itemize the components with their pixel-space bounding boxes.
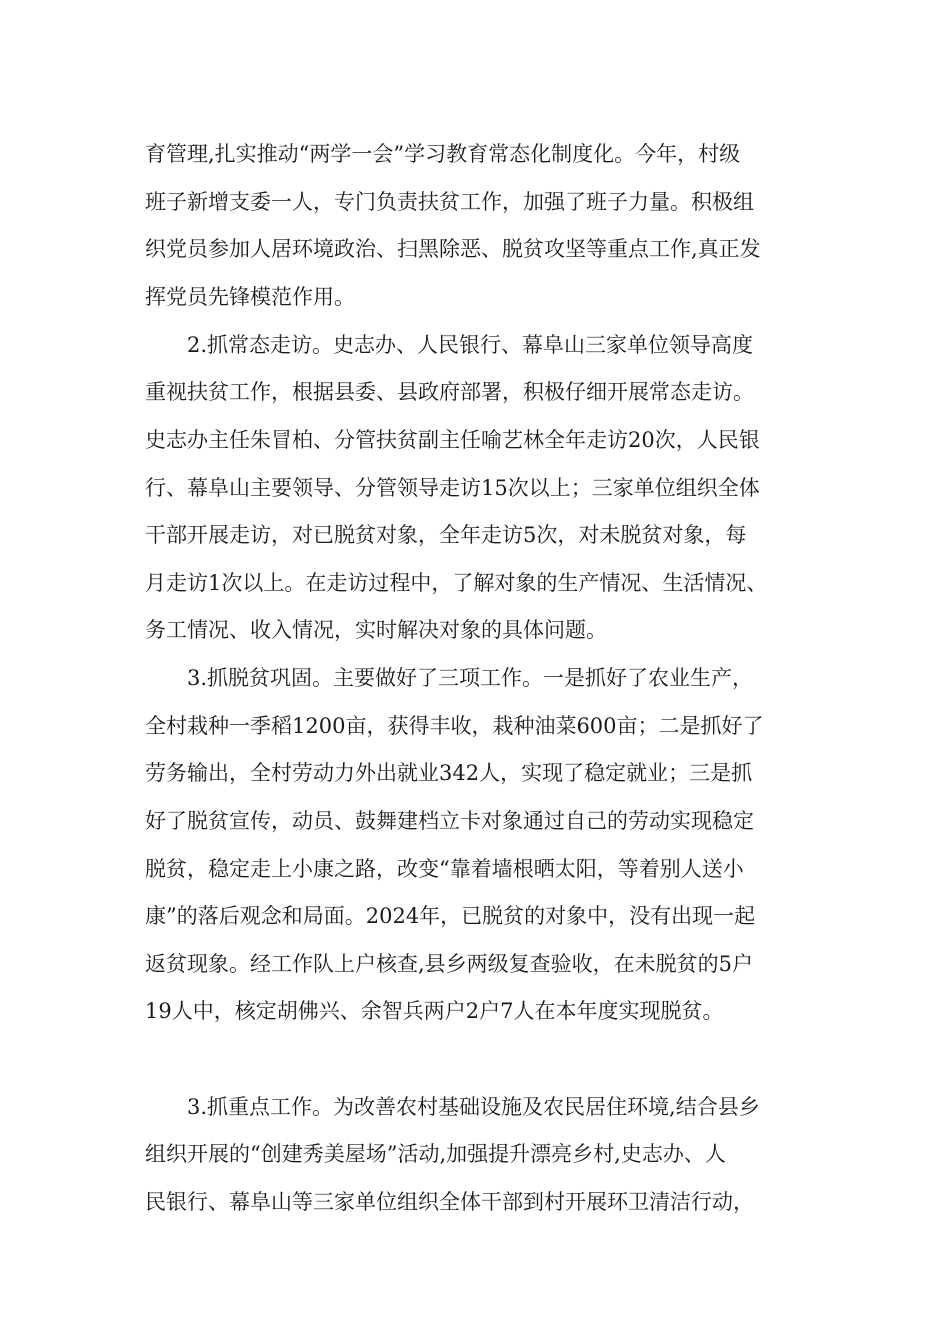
text-line: 康”的落后观念和局面。2024年，已脱贫的对象中，没有出现一起	[145, 904, 756, 928]
text-line: 脱贫，稳定走上小康之路，改变“靠着墙根晒太阳，等着别人送小	[145, 857, 744, 881]
paragraph-start-line: 3.抓重点工作。为改善农村基础设施及农民居住环境,结合县乡	[187, 1095, 760, 1119]
paragraph-start-line: 2.抓常态走访。史志办、人民银行、幕阜山三家单位领导高度	[187, 333, 754, 357]
text-line: 全村栽种一季稻1200亩，获得丰收，栽种油菜600亩；二是抓好了	[145, 714, 764, 738]
text-line: 织党员参加人居环境政治、扫黑除恶、脱贫攻坚等重点工作,真正发	[145, 237, 761, 261]
text-line: 好了脱贫宣传，动员、鼓舞建档立卡对象通过自己的劳动实现稳定	[145, 809, 754, 833]
text-line: 返贫现象。经工作队上户核查,县乡两级复查验收，在未脱贫的5户	[145, 952, 754, 976]
text-line: 19人中，核定胡佛兴、余智兵两户2户7人在本年度实现脱贫。	[145, 999, 724, 1023]
text-line: 史志办主任朱冒柏、分管扶贫副主任喻艺林全年走访20次，人民银	[145, 428, 760, 452]
text-line: 民银行、幕阜山等三家单位组织全体干部到村开展环卫清洁行动，	[145, 1190, 754, 1214]
paragraph-start-line: 3.抓脱贫巩固。主要做好了三项工作。一是抓好了农业生产，	[187, 666, 754, 690]
text-line: 务工情况、收入情况，实时解决对象的具体问题。	[145, 618, 607, 642]
text-line: 干部开展走访，对已脱贫对象，全年走访5次，对未脱贫对象，每	[145, 523, 747, 547]
text-line: 月走访1次以上。在走访过程中，了解对象的生产情况、生活情况、	[145, 571, 768, 595]
text-line: 班子新增支委一人，专门负责扶贫工作，加强了班子力量。积极组	[145, 190, 754, 214]
text-line: 育管理,扎实推动“两学一会”学习教育常态化制度化。今年，村级	[145, 142, 741, 166]
text-line: 组织开展的“创建秀美屋场”活动,加强提升漂亮乡村,史志办、人	[145, 1142, 726, 1166]
text-line: 行、幕阜山主要领导、分管领导走访15次以上；三家单位组织全体	[145, 476, 760, 500]
text-line: 劳务输出，全村劳动力外出就业342人，实现了稳定就业；三是抓	[145, 761, 753, 785]
text-line: 挥党员先锋模范作用。	[145, 285, 355, 309]
text-line: 重视扶贫工作，根据县委、县政府部署，积极仔细开展常态走访。	[145, 380, 754, 404]
